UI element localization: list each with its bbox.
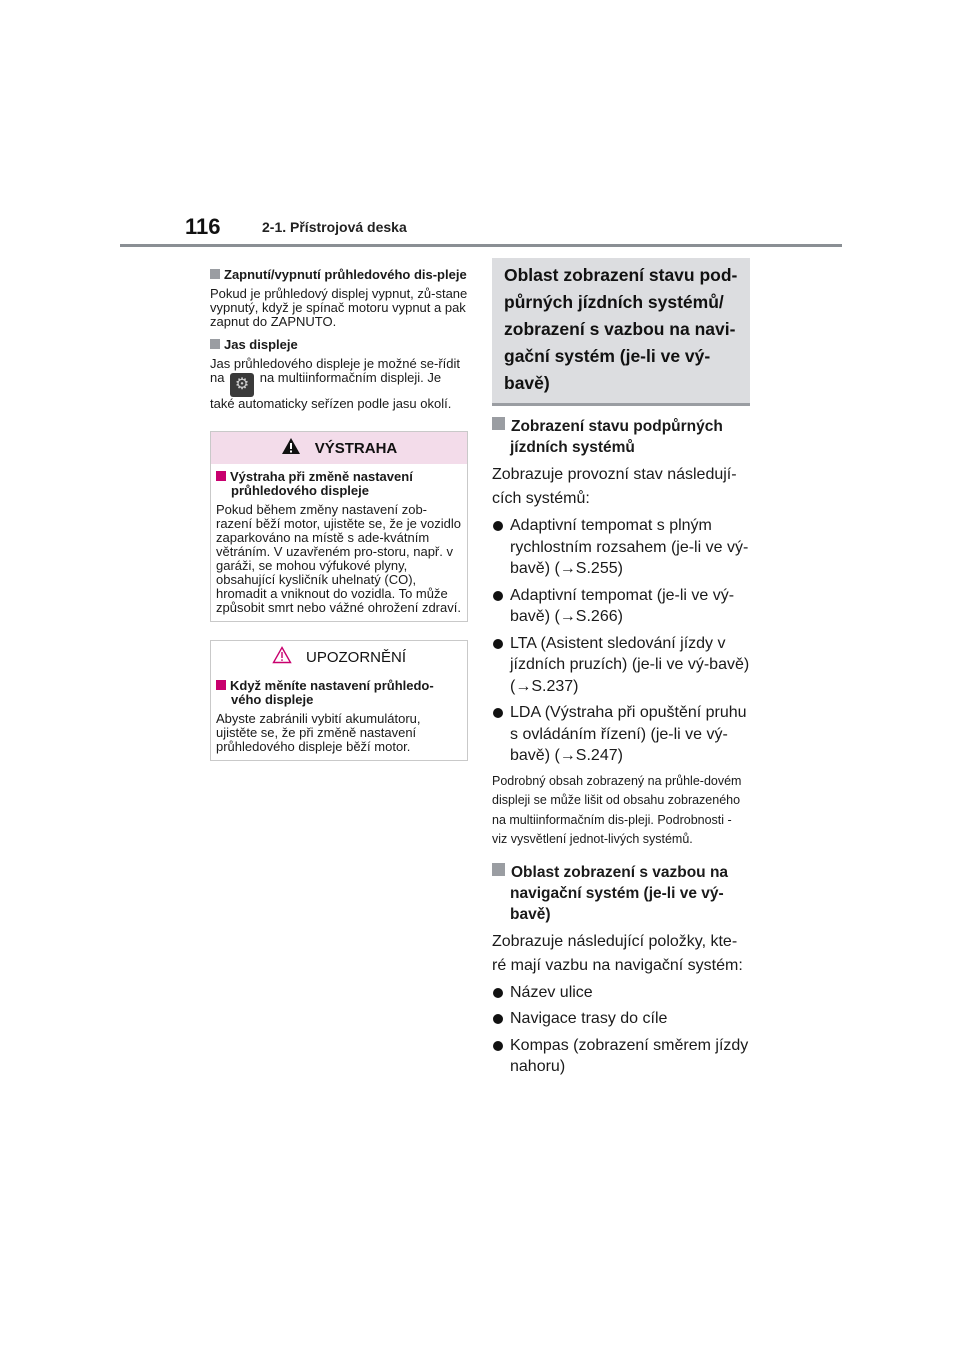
caution-subtitle: Když měníte nastavení průhledo-vého displeje — [216, 679, 462, 707]
caution-box — [210, 640, 468, 761]
round-bullet-icon — [493, 708, 503, 718]
list-item: Adaptivní tempomat (je-li ve vý-bavě) (→S.266) — [492, 585, 750, 628]
warning-triangle-icon — [281, 437, 301, 459]
round-bullet-icon — [493, 521, 503, 531]
topic-box-line: půrných jízdních systémů/ — [504, 292, 724, 312]
topic-box-line: zobrazení s vazbou na navi- — [504, 319, 736, 339]
list-item: Kompas (zobrazení směrem jízdy nahoru) — [492, 1035, 750, 1078]
caution-body: Abyste zabránili vybití akumulátoru, ujistěte se, že při změně nastavení průhledového displeje běží motor. — [216, 711, 421, 754]
header-rule — [120, 244, 842, 247]
square-bullet-icon — [492, 417, 505, 430]
paragraph-display-toggle: Pokud je průhledový displej vypnut, zů-stane vypnutý, když je spínač motoru vypnut a pak zapnut do ZAPNUTO. — [210, 286, 468, 329]
warning-box — [210, 431, 468, 622]
page-header — [120, 212, 842, 246]
square-bullet-icon — [210, 339, 220, 349]
left-column — [210, 268, 468, 761]
round-bullet-icon — [493, 639, 503, 649]
topic-box-line: gační systém (je-li ve vý- — [504, 346, 711, 366]
round-bullet-icon — [493, 591, 503, 601]
round-bullet-icon — [493, 988, 503, 998]
heading-driving-support-status: Zobrazení stavu podpůrných jízdních systémů — [492, 416, 750, 458]
right-column — [492, 258, 750, 1083]
topic-box-line: Oblast zobrazení stavu pod- — [504, 265, 738, 285]
round-bullet-icon — [493, 1014, 503, 1024]
paragraph-driving-support-intro: Zobrazuje provozní stav následují-cích systémů: — [492, 466, 737, 507]
section-title: 2-1. Přístrojová deska — [262, 219, 407, 235]
topic-box — [492, 258, 750, 406]
paragraph-brightness: Jas průhledového displeje je možné se-řídit na ⚙ na multiinformačním displeji. Je také automaticky seřízen podle jasu okolí. — [210, 356, 461, 411]
paragraph-navigation-intro: Zobrazuje následující položky, kte-ré mají vazbu na navigační systém: — [492, 932, 743, 974]
square-bullet-icon — [210, 269, 220, 279]
list-item: LTA (Asistent sledování jízdy v jízdních pruzích) (je-li ve vý-bavě) (→S.237) — [492, 633, 750, 698]
gear-switch-icon: ⚙ — [230, 373, 254, 397]
square-bullet-icon — [216, 471, 226, 481]
caution-triangle-icon — [272, 646, 292, 668]
square-bullet-icon — [216, 680, 226, 690]
list-item: Adaptivní tempomat s plným rychlostním rozsahem (je-li ve vý-bavě) (→S.255) — [492, 515, 750, 580]
heading-brightness: Jas displeje — [210, 338, 468, 352]
square-bullet-icon — [492, 863, 505, 876]
list-item: Navigace trasy do cíle — [492, 1008, 750, 1030]
topic-box-line: bavě) — [504, 373, 550, 393]
warning-title: VÝSTRAHA — [211, 432, 467, 464]
heading-display-toggle: Zapnutí/vypnutí průhledového dis-pleje — [210, 268, 468, 282]
warning-subtitle: Výstraha při změně nastavení průhledového displeje — [216, 470, 462, 498]
note-paragraph: Podrobný obsah zobrazený na průhle-dovém displeji se může lišit od obsahu zobrazeného na multiinformačním dis-pleji. Podrobnosti - viz vysvětlení jednot-livých systémů. — [492, 773, 742, 846]
warning-body: Pokud během změny nastavení zob-razení běží motor, ujistěte se, že je vozidlo zaparkováno na místě s ade-kvátním větráním. V uzavřeném pro-storu, např. v garáži, se mohou výfukové plyny, obsahující kysličník uhelnatý (CO), hromadit a vniknout do vozidla. To může způsobit smrt nebo vážné ohrožení zdraví. — [216, 502, 461, 615]
heading-navigation-area: Oblast zobrazení s vazbou na navigační systém (je-li ve vý-bavě) — [492, 862, 750, 925]
list-item: LDA (Výstraha při opuštění pruhu s ovládáním řízení) (je-li ve vý-bavě) (→S.247) — [492, 702, 750, 767]
list-item: Název ulice — [492, 982, 750, 1004]
round-bullet-icon — [493, 1041, 503, 1051]
caution-title: UPOZORNĚNÍ — [211, 641, 467, 673]
page-number: 116 — [185, 214, 221, 239]
